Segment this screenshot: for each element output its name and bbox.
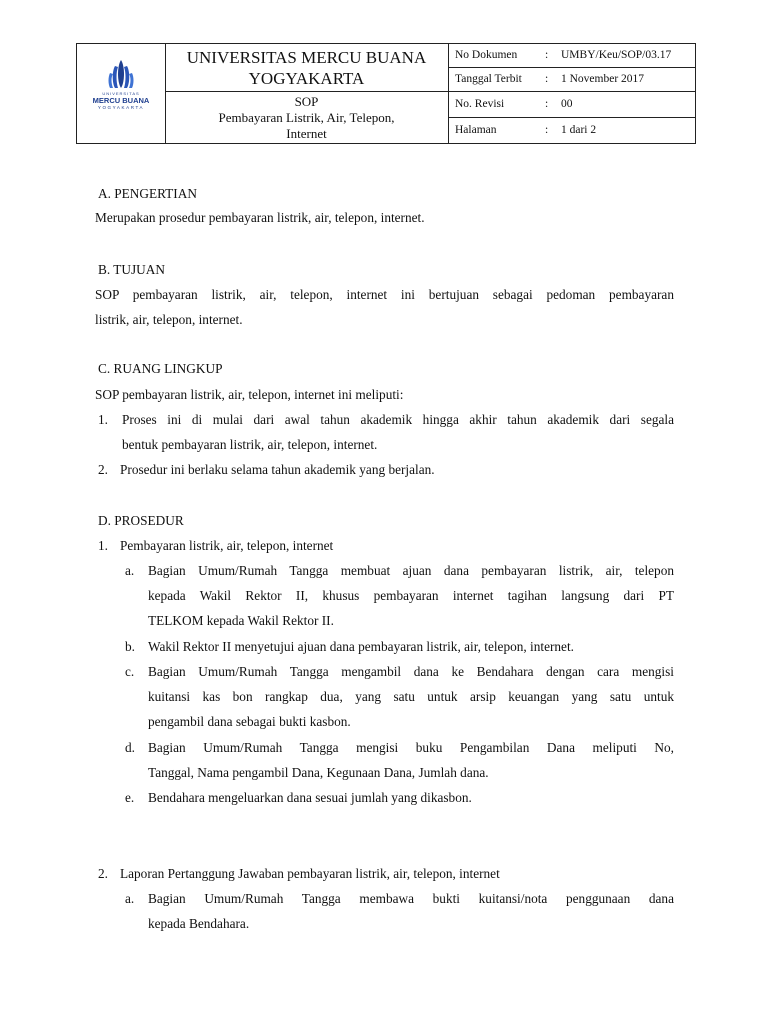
university-logo	[77, 44, 165, 145]
document-header-table	[76, 43, 696, 144]
step-d-line1: Bagian Umum/Rumah Tangga mengisi buku Pengambilan Dana meliputi No,	[148, 740, 674, 755]
meta-label: No Dokumen	[455, 49, 518, 61]
section-c-item2-number: 2.	[98, 462, 108, 477]
meta-colon: :	[545, 98, 549, 110]
sop-title-line1: Pembayaran Listrik, Air, Telepon,	[218, 110, 395, 125]
step-d-marker: d.	[125, 740, 135, 755]
sop-title-line2: Internet	[286, 126, 327, 141]
meta-label: Halaman	[455, 124, 497, 136]
meta-label: Tanggal Terbit	[455, 73, 522, 85]
meta-value: 1 dari 2	[561, 124, 597, 136]
procedure-1-number: 1.	[98, 538, 108, 553]
step-c-marker: c.	[125, 664, 135, 679]
step-d-line2: Tanggal, Nama pengambil Dana, Kegunaan Dana, Jumlah dana.	[148, 765, 489, 780]
report-step-a-line1: Bagian Umum/Rumah Tangga membawa bukti kuitansi/nota penggunaan dana	[148, 891, 674, 906]
section-c-heading: C. RUANG LINGKUP	[98, 361, 223, 376]
section-c-intro: SOP pembayaran listrik, air, telepon, internet ini meliputi:	[95, 387, 404, 402]
section-c-item1-line1: Proses ini di mulai dari awal tahun akademik hingga akhir tahun akademik dari segala	[122, 412, 674, 427]
procedure-1-title: Pembayaran listrik, air, telepon, internet	[120, 538, 334, 553]
procedure-2-title: Laporan Pertanggung Jawaban pembayaran listrik, air, telepon, internet	[120, 866, 500, 881]
meta-value: 1 November 2017	[561, 73, 645, 85]
step-c-line1: Bagian Umum/Rumah Tangga mengambil dana ke Bendahara dengan cara mengisi	[148, 664, 674, 679]
section-b-line1: SOP pembayaran listrik, air, telepon, internet ini bertujuan sebagai pedoman pembayaran	[95, 287, 674, 302]
step-a-marker: a.	[125, 563, 135, 578]
step-b-marker: b.	[125, 639, 135, 654]
step-e-marker: e.	[125, 790, 135, 805]
meta-colon: :	[545, 73, 549, 85]
sop-title-block	[165, 94, 448, 142]
section-b-heading: B. TUJUAN	[98, 262, 165, 277]
section-c-item1-line2: bentuk pembayaran listrik, air, telepon, internet.	[122, 437, 378, 452]
section-c-item2: Prosedur ini berlaku selama tahun akademik yang berjalan.	[120, 462, 435, 477]
section-c-item1-number: 1.	[98, 412, 108, 427]
university-name-line1: UNIVERSITAS MERCU BUANA	[186, 48, 427, 67]
logo-name: MERCU BUANA	[92, 96, 150, 105]
report-step-a-marker: a.	[125, 891, 135, 906]
report-step-a-line2: kepada Bendahara.	[148, 916, 250, 931]
meta-value: 00	[561, 98, 573, 110]
section-a-text: Merupakan prosedur pembayaran listrik, air, telepon, internet.	[95, 210, 425, 225]
logo-emblem-icon	[106, 58, 136, 90]
meta-colon: :	[545, 49, 549, 61]
step-c-line3: pengambil dana sebagai bukti kasbon.	[148, 714, 351, 729]
section-b-line2: listrik, air, telepon, internet.	[95, 312, 243, 327]
step-a-line3: TELKOM kepada Wakil Rektor II.	[148, 613, 334, 628]
meta-colon: :	[545, 124, 549, 136]
step-e-line1: Bendahara mengeluarkan dana sesuai jumlah yang dikasbon.	[148, 790, 472, 805]
meta-label: No. Revisi	[455, 98, 505, 110]
meta-value: UMBY/Keu/SOP/03.17	[561, 49, 672, 61]
logo-city: YOGYAKARTA	[97, 105, 145, 110]
sop-label: SOP	[294, 94, 319, 109]
step-b-line1: Wakil Rektor II menyetujui ajuan dana pembayaran listrik, air, telepon, internet.	[148, 639, 574, 654]
logo-small-text: UNIVERSITAS	[102, 91, 140, 96]
step-c-line2: kuitansi kas bon rangkap dua, yang satu untuk arsip keuangan yang satu untuk	[148, 689, 674, 704]
section-d-heading: D. PROSEDUR	[98, 513, 184, 528]
section-a-heading: A. PENGERTIAN	[98, 186, 197, 201]
step-a-line1: Bagian Umum/Rumah Tangga membuat ajuan dana pembayaran listrik, air, telepon	[148, 563, 674, 578]
procedure-2-number: 2.	[98, 866, 108, 881]
university-name-line2: YOGYAKARTA	[248, 69, 365, 88]
step-a-line2: kepada Wakil Rektor II, khusus pembayaran internet tagihan langsung dari PT	[148, 588, 674, 603]
university-name	[165, 47, 448, 89]
